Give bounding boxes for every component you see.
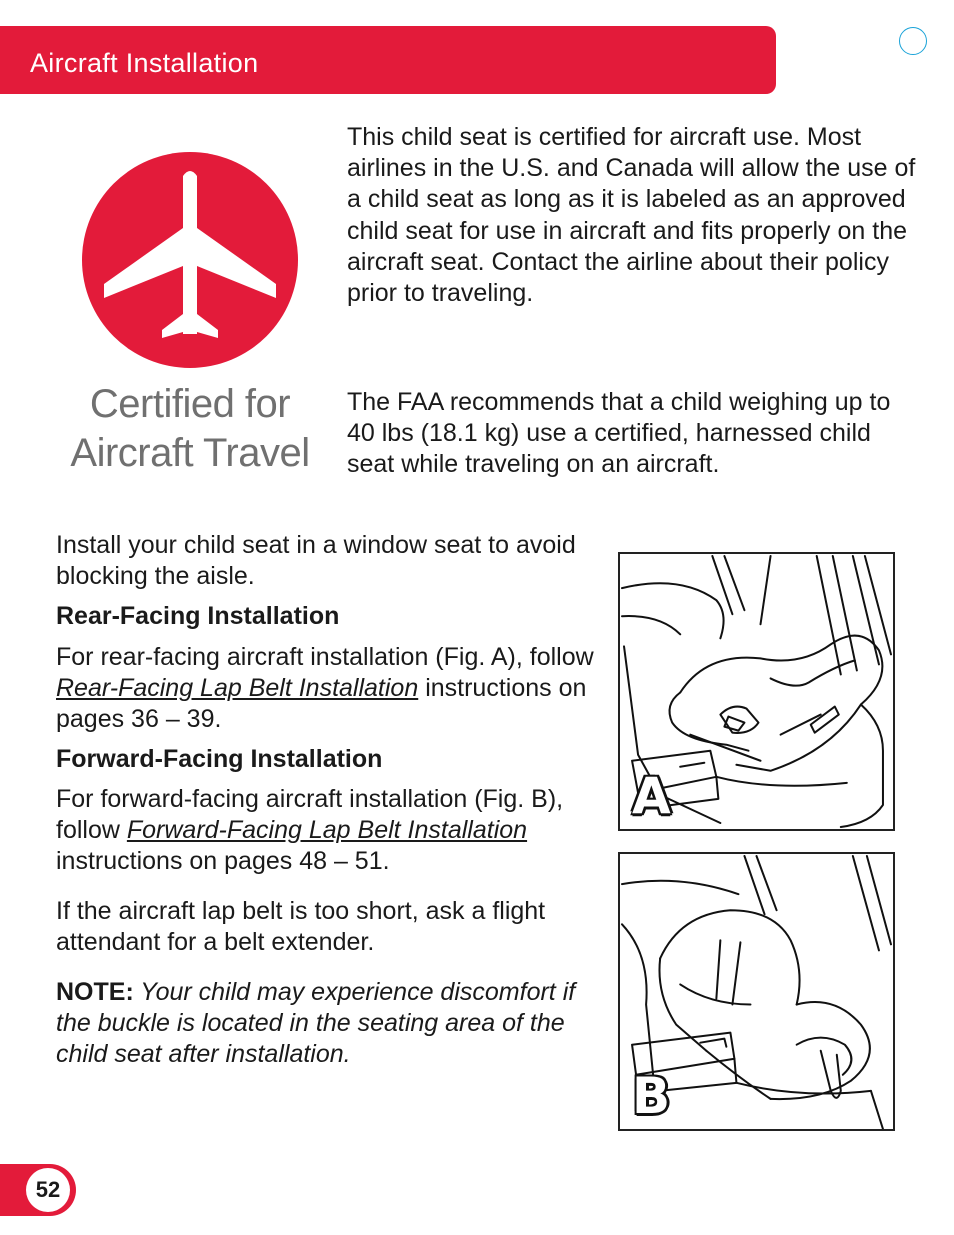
section-header bbox=[0, 26, 776, 94]
note-label: NOTE: bbox=[56, 978, 134, 1006]
rear-facing-paragraph bbox=[56, 642, 616, 736]
figure-a-label: A bbox=[632, 767, 671, 825]
page-number-tab bbox=[0, 1164, 76, 1216]
certified-line-1: Certified for bbox=[89, 382, 291, 426]
airplane-icon bbox=[82, 152, 298, 368]
note-text: Your child may experience discomfort if the buckle is located in the seating area of the child seat after installation. bbox=[56, 978, 576, 1069]
faa-paragraph: The FAA recommends that a child weighing up to 40 lbs (18.1 kg) use a certified, harnessed child seat while traveling on an aircraft. bbox=[347, 388, 891, 479]
note-paragraph bbox=[56, 977, 576, 1071]
page-number: 52 bbox=[26, 1168, 70, 1212]
forward-facing-link[interactable]: Forward-Facing Lap Belt Installation bbox=[126, 816, 528, 845]
section-title: Aircraft Installation bbox=[30, 48, 259, 78]
corner-circle-icon bbox=[899, 27, 927, 55]
forward-text-before: For forward-facing aircraft installation (Fig. B), follow bbox=[56, 785, 564, 845]
belt-extender-paragraph: If the aircraft lap belt is too short, ask a flight attendant for a belt extender. bbox=[56, 897, 546, 957]
forward-facing-paragraph bbox=[56, 784, 616, 878]
figure-b-label: B bbox=[632, 1067, 671, 1125]
window-seat-paragraph: Install your child seat in a window seat to avoid blocking the aisle. bbox=[56, 531, 576, 591]
intro-paragraph: This child seat is certified for aircraft use. Most airlines in the U.S. and Canada will allow the use of a child seat as long as it is labeled as an approved child seat for use in aircraft and fits properly on the aircraft seat. Contact the airline about their policy prior to traveling. bbox=[347, 123, 916, 308]
rear-text-before: For rear-facing aircraft installation (Fig. A), follow bbox=[56, 643, 594, 671]
forward-text-after: instructions on pages 48 – 51. bbox=[56, 847, 390, 876]
certified-label bbox=[40, 380, 340, 478]
rear-text-after: instructions on pages 36 – 39. bbox=[56, 674, 587, 734]
rear-facing-link[interactable]: Rear-Facing Lap Belt Installation bbox=[56, 674, 419, 703]
figure-a-rear-facing-illustration bbox=[618, 552, 895, 831]
forward-facing-heading: Forward-Facing Installation bbox=[56, 745, 383, 773]
figure-b-forward-facing-illustration bbox=[618, 852, 895, 1131]
rear-facing-heading: Rear-Facing Installation bbox=[56, 602, 340, 630]
certified-line-2: Aircraft Travel bbox=[70, 431, 310, 475]
